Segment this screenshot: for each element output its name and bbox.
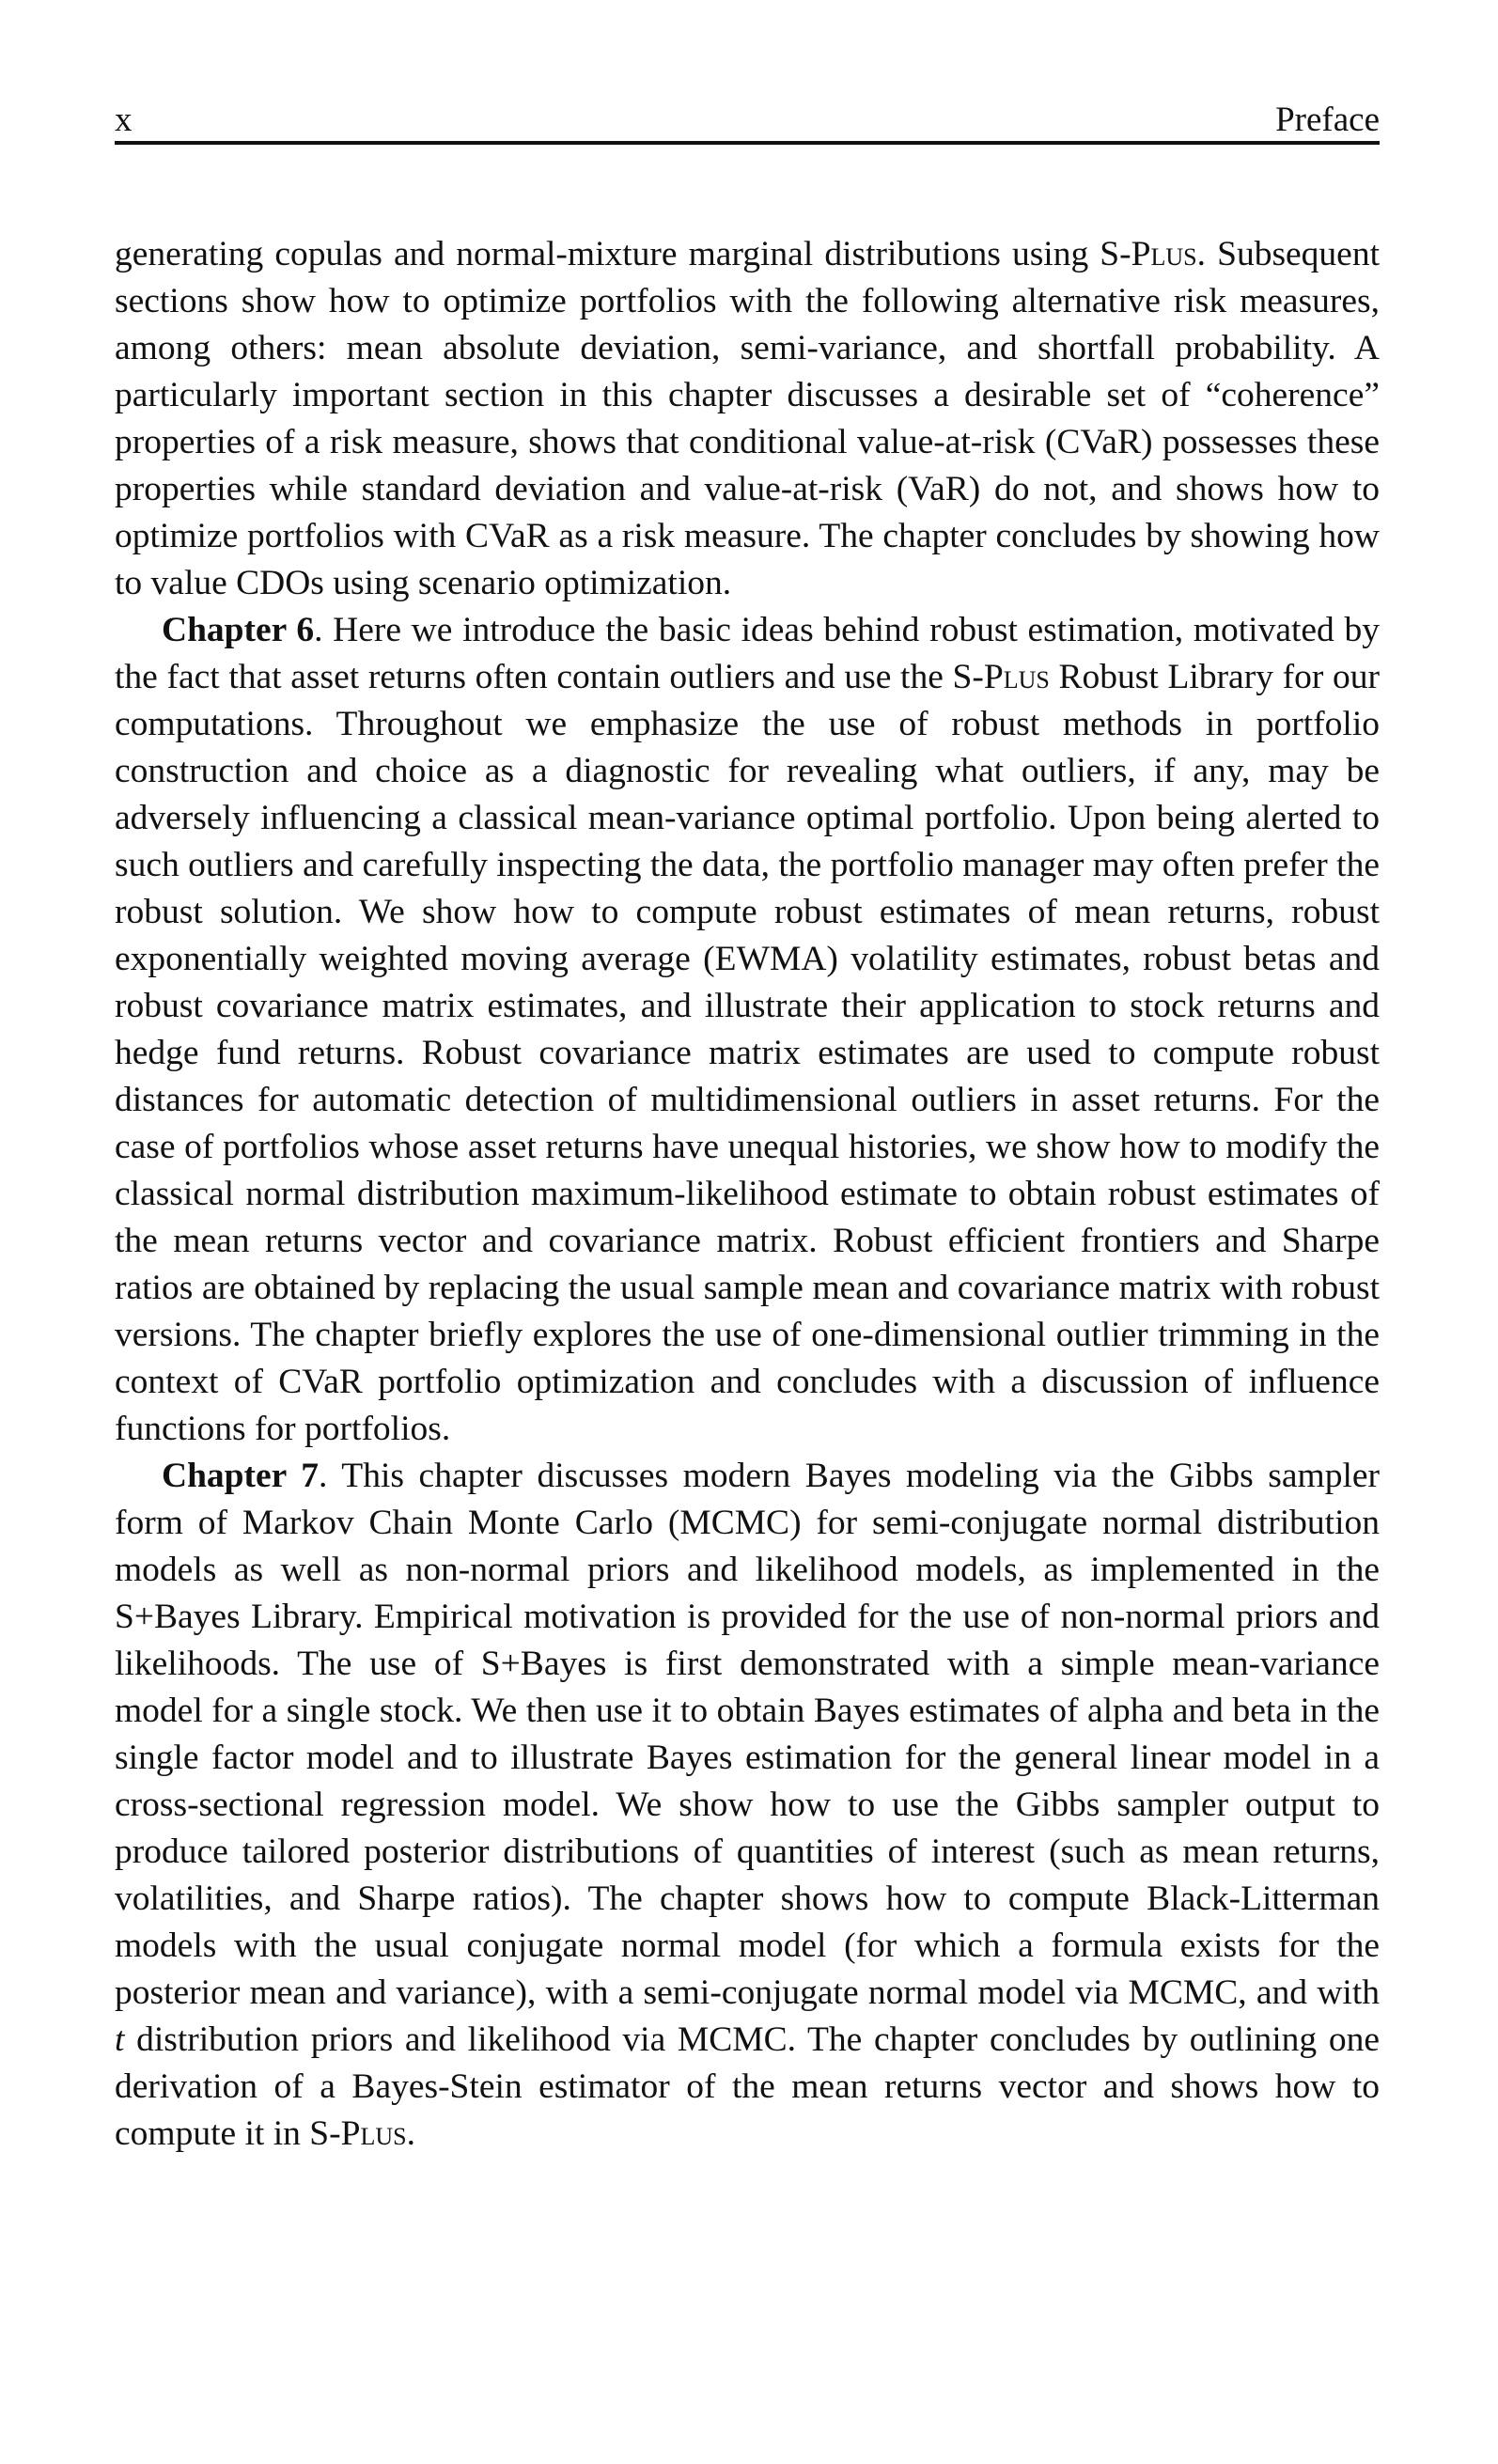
body-text <box>115 231 1380 2158</box>
splus-smallcaps: Plus <box>340 2114 407 2153</box>
text-span: . Subsequent sections show how to optimize portfolios with the following alternative risk measures, among others: mean absolute deviation, semi-variance, and shortfall probability. A particularly important section in this chapter discusses a desirable set of “coherence” properties of a risk measure, shows that conditional value-at-risk (CVaR) possesses these properties while standard deviation and value-at-risk (VaR) do not, and shows how to optimize portfolios with CVaR as a risk measure. The chapter concludes by showing how to value CDOs using scenario optimization. <box>115 235 1380 602</box>
page-number: x <box>115 101 133 139</box>
running-title: Preface <box>1275 101 1380 139</box>
text-span: generating copulas and normal-mixture marginal distributions using S- <box>115 235 1131 273</box>
text-span: Robust Library for our computations. Throughout we emphasize the use of robust methods in portfolio construction and choice as a diagnostic for revealing what outliers, if any, may be adversely influencing a classical mean-variance optimal portfolio. Upon being alerted to such outliers and carefully inspecting the data, the portfolio manager may often prefer the robust solution. We show how to compute robust estimates of mean returns, robust exponentially weighted moving average (EWMA) volatility estimates, robust betas and robust covariance matrix estimates, and illustrate their application to stock returns and hedge fund returns. Robust covariance matrix estimates are used to compute robust distances for automatic detection of multidimensional outliers in asset returns. For the case of portfolios whose asset returns have unequal histories, we show how to modify the classical normal distribution maximum-likelihood estimate to obtain robust estimates of the mean returns vector and covariance matrix. Robust efficient frontiers and Sharpe ratios are obtained by replacing the usual sample mean and covariance matrix with robust versions. The chapter briefly explores the use of one-dimensional outlier trimming in the context of CVaR portfolio optimization and concludes with a discussion of influence functions for portfolios. <box>115 658 1381 1448</box>
text-span: distribution priors and likelihood via MCMC. The chapter concludes by outlining one derivation of a Bayes-Stein estimator of the mean returns vector and shows how to compute it in S- <box>115 2020 1380 2153</box>
page-header <box>115 98 1380 145</box>
text-span: . <box>406 2114 415 2153</box>
text-span: . This chapter discusses modern Bayes modeling via the Gibbs sampler form of Markov Chain Monte Carlo (MCMC) for semi-conjugate normal distribution models as well as non-normal priors and likelihood models, as implemented in the S+Bayes Library. Empirical motivation is provided for the use of non-normal priors and likelihoods. The use of S+Bayes is first demonstrated with a simple mean-variance model for a single stock. We then use it to obtain Bayes estimates of alpha and beta in the single factor model and to illustrate Bayes estimation for the general linear model in a cross-sectional regression model. We show how to use the Gibbs sampler output to produce tailored posterior distributions of quantities of interest (such as mean returns, volatilities, and Sharpe ratios). The chapter shows how to compute Black-Litterman models with the usual conjugate normal model (for which a formula exists for the posterior mean and variance), with a semi-conjugate normal model via MCMC, and with <box>115 1457 1380 2012</box>
chapter-7-label: Chapter 7 <box>162 1457 319 1495</box>
italic-t: t <box>115 2020 125 2059</box>
paragraph-chapter-5-continued <box>115 231 1380 607</box>
paragraph-chapter-6 <box>115 607 1380 1453</box>
text-span: . Here we introduce the basic ideas behind robust estimation, motivated by the fact that asset returns often contain outliers and use the S- <box>115 611 1380 696</box>
book-page <box>115 0 1380 2464</box>
paragraph-chapter-7 <box>115 1453 1380 2158</box>
splus-smallcaps: Plus <box>1131 235 1197 273</box>
chapter-6-label: Chapter 6 <box>162 611 315 649</box>
splus-smallcaps: Plus <box>983 658 1050 696</box>
